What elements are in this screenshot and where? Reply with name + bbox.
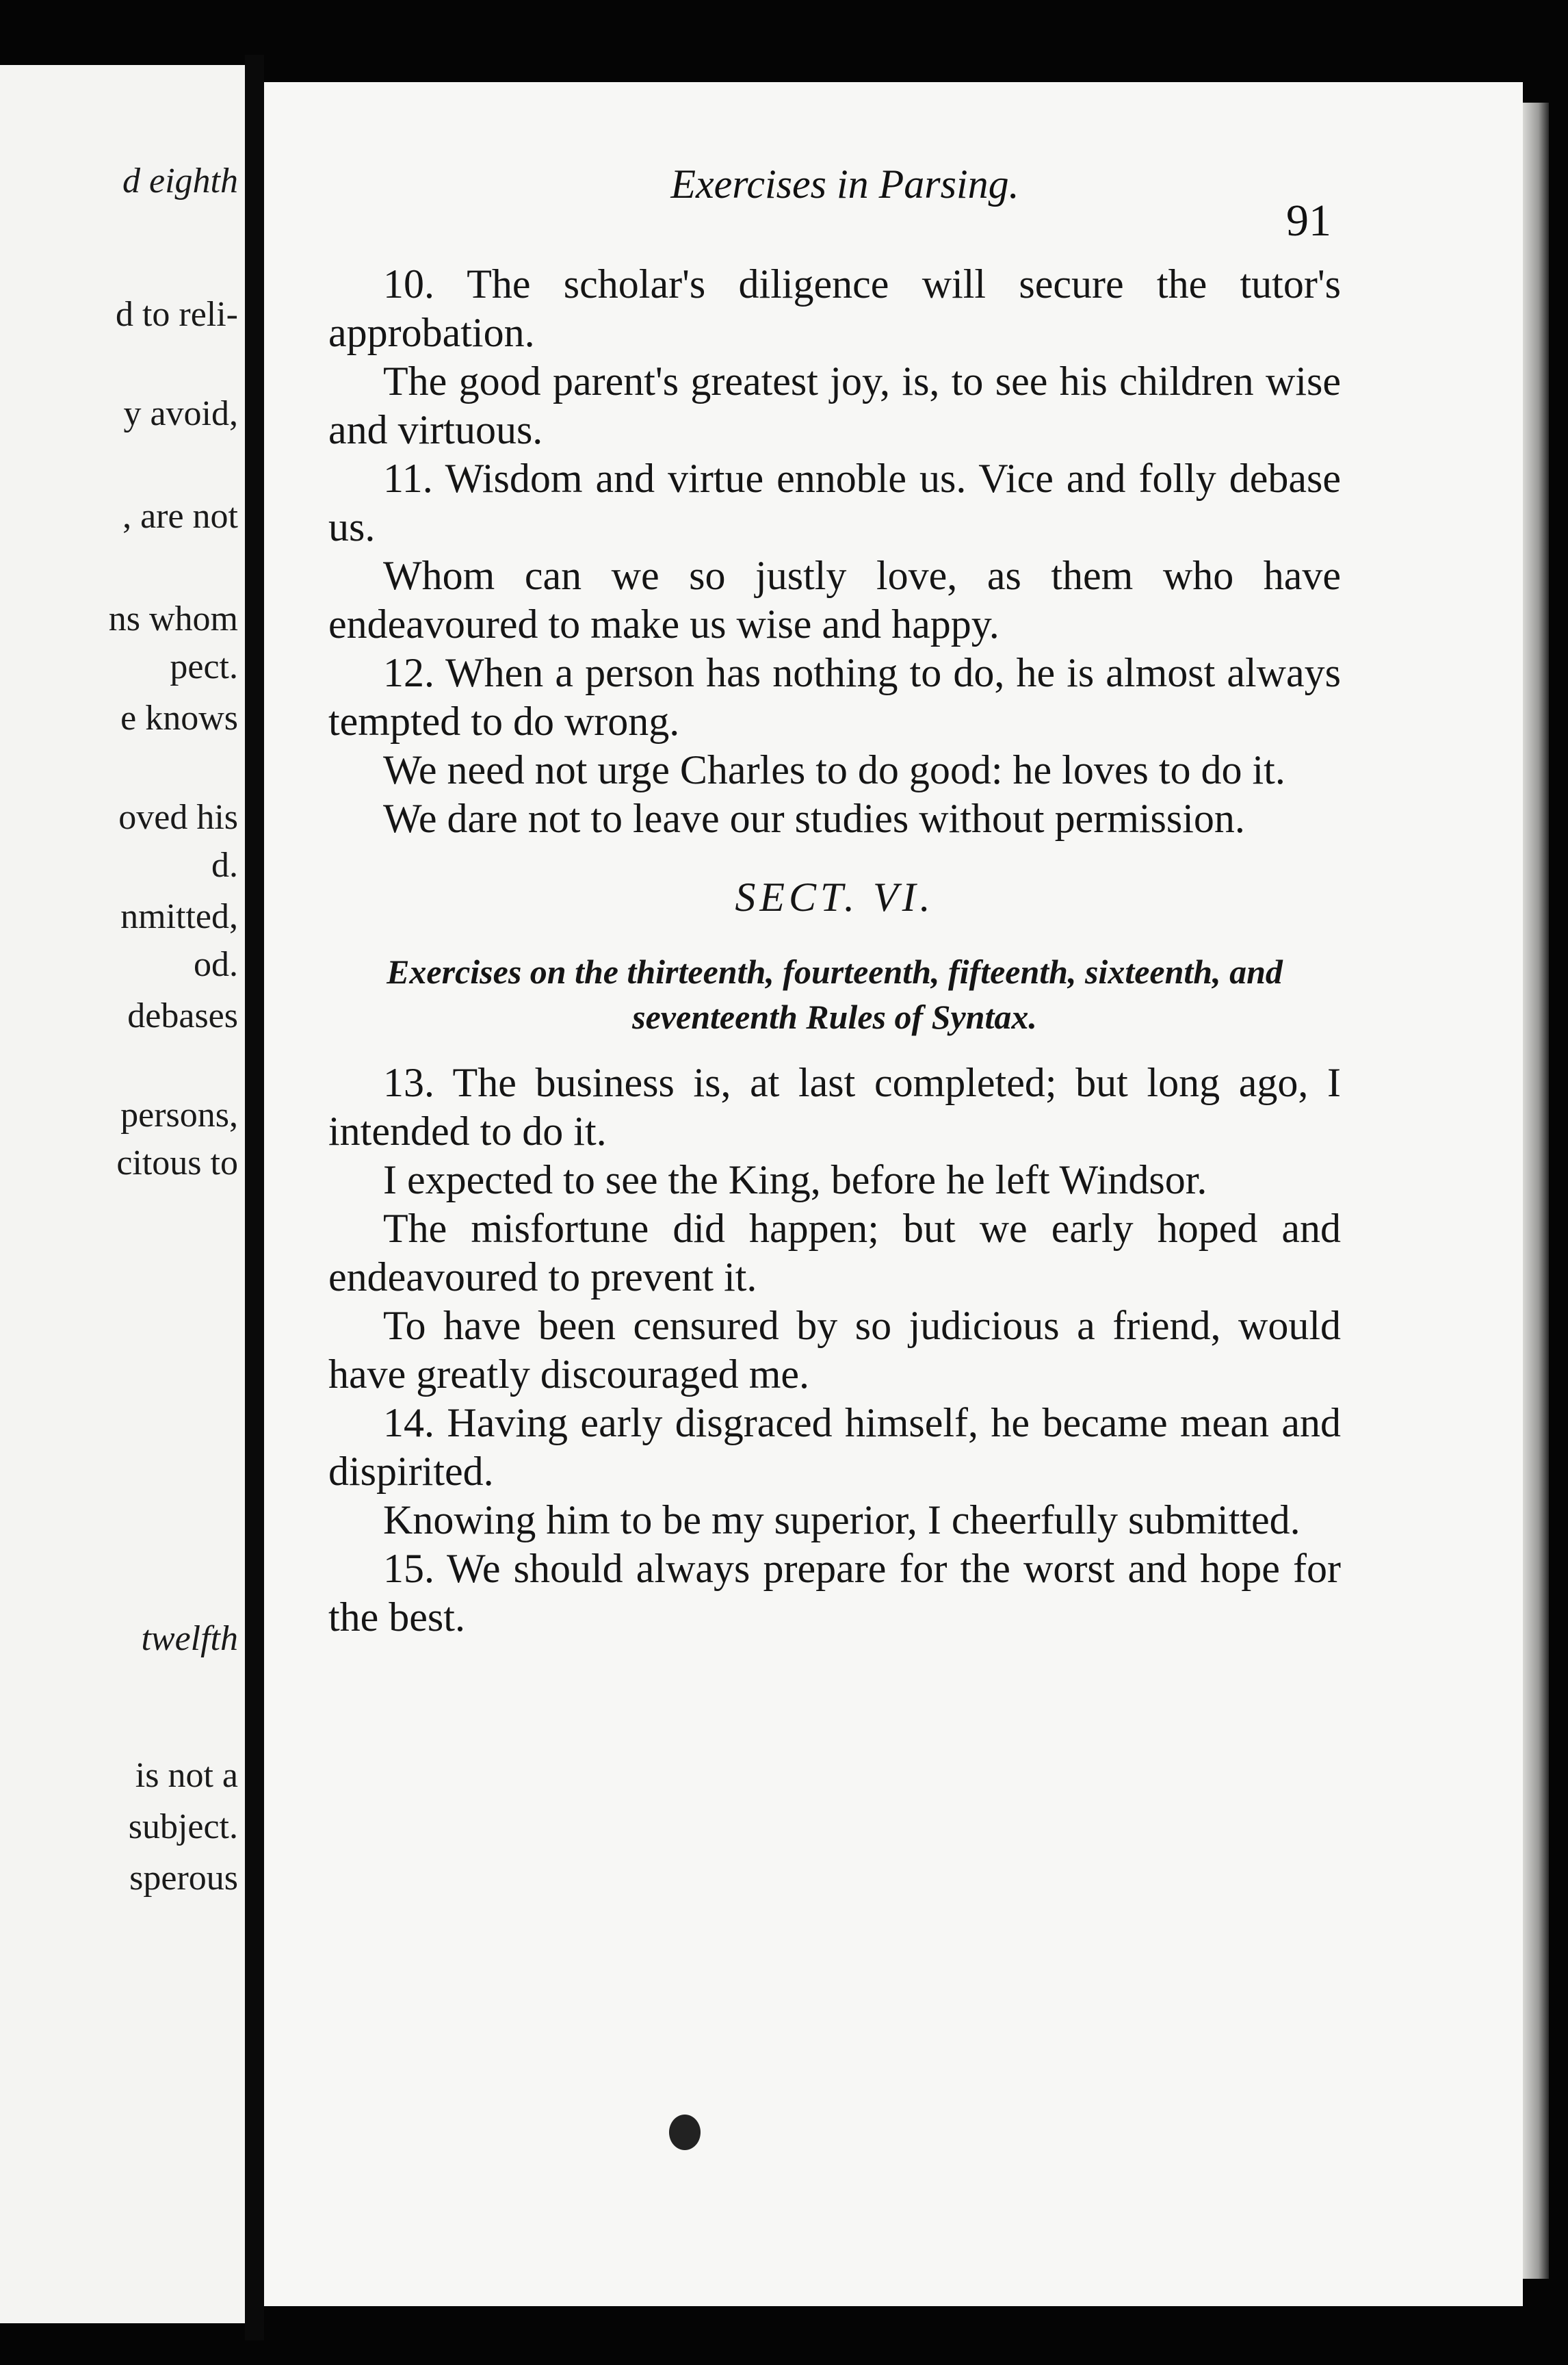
running-head: Exercises in Parsing. [670,161,1019,207]
paragraph: 14. Having early disgraced himself, he became mean and dispirited. [328,1400,1341,1494]
left-text-fragment: y avoid, [123,394,238,433]
left-text-fragment: sperous [129,1859,238,1898]
paragraph: Whom can we so justly love, as them who have endeavoured to make us wise and happy. [328,553,1341,647]
left-text-fragment: od. [194,945,238,984]
left-text-fragment: twelfth [141,1619,238,1658]
facing-page-fragment [0,65,245,2323]
paragraph: 15. We should always prepare for the worst and hope for the best. [328,1546,1341,1640]
page-edge [1523,103,1549,2279]
paragraph: We need not urge Charles to do good: he loves to do it. [383,747,1285,792]
paragraph: 11. Wisdom and virtue ennoble us. Vice and folly debase us. [328,456,1341,550]
left-text-fragment: nmitted, [120,897,238,936]
page-body [328,260,1341,1642]
left-text-fragment: d to reli- [115,295,238,334]
paragraph: 10. The scholar's diligence will secure the tutor's approbation. [328,261,1341,355]
paragraph: 13. The business is, at last completed; but long ago, I intended to do it. [328,1060,1341,1154]
left-text-fragment: persons, [120,1096,238,1135]
paragraph: Knowing him to be my superior, I cheerfully submitted. [383,1497,1301,1542]
paragraph: 12. When a person has nothing to do, he is almost always tempted to do wrong. [328,650,1341,744]
section-title: Exercises on the thirteenth, fourteenth, fifteenth, sixteenth, and seventeenth Rules of Syntax. [387,953,1283,1036]
left-text-fragment: debases [127,996,238,1035]
ink-blot [669,2115,701,2150]
paragraph: I expected to see the King, before he left Windsor. [383,1157,1207,1202]
paragraph: We dare not to leave our studies without permission. [383,796,1245,841]
left-text-fragment: citous to [116,1143,238,1182]
left-text-fragment: d. [211,846,238,885]
paragraph: The good parent's greatest joy, is, to see his children wise and virtuous. [328,359,1341,452]
left-text-fragment: e knows [120,699,238,738]
left-text-fragment: is not a [135,1756,238,1795]
left-text-fragment: d eighth [122,161,238,201]
left-text-fragment: , are not [122,497,238,536]
left-text-fragment: pect. [170,647,238,686]
paragraph: To have been censured by so judicious a friend, would have greatly discouraged me. [328,1303,1341,1397]
left-text-fragment: oved his [118,798,238,837]
left-text-fragment: ns whom [108,599,238,638]
page-number: 91 [1286,196,1331,246]
book-gutter [245,55,264,2340]
section-heading: SECT. VI. [735,875,935,920]
left-text-fragment: subject. [128,1807,238,1846]
paragraph: The misfortune did happen; but we early hoped and endeavoured to prevent it. [328,1206,1341,1300]
